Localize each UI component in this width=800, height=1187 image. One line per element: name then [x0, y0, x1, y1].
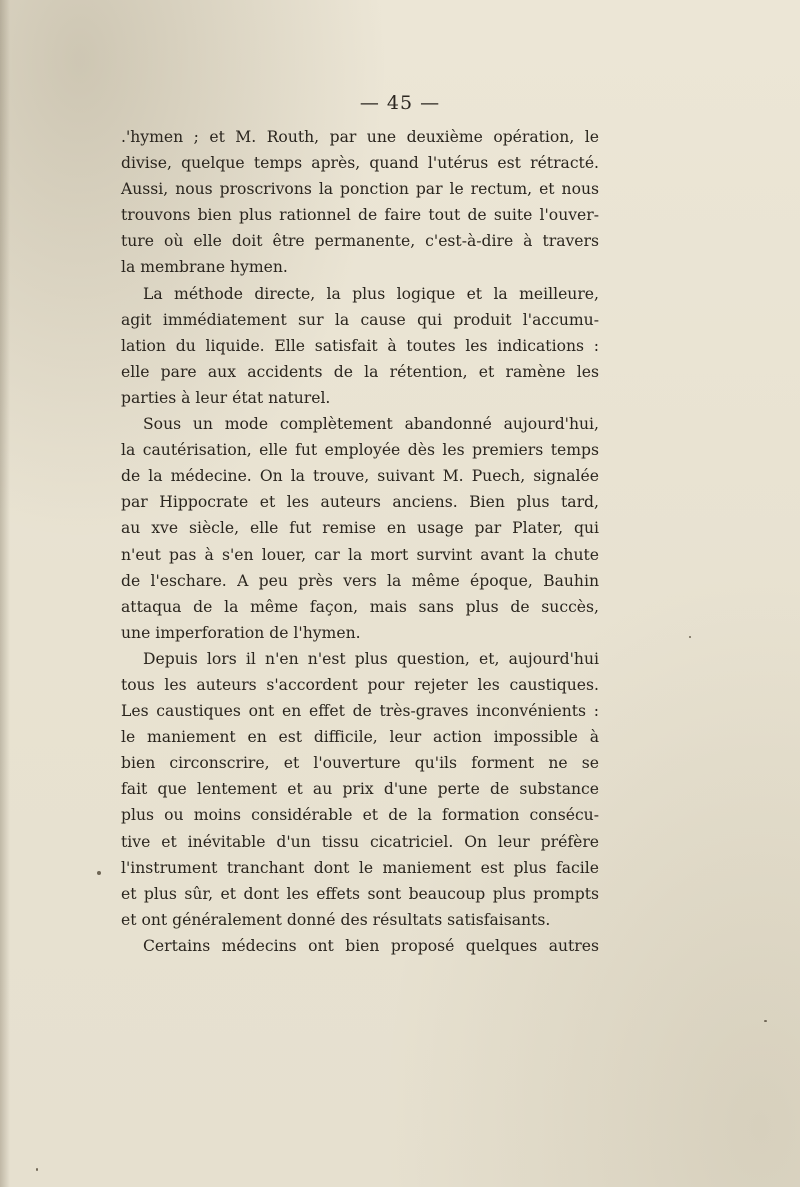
text-line: ture où elle doit être permanente, c'est-à-dire à travers	[121, 232, 599, 251]
text-line: et ont généralement donné des résultats satisfaisants.	[121, 910, 551, 929]
text-line: Depuis lors il n'en n'est plus question, et, aujourd'hui	[143, 649, 599, 668]
paper-speck	[689, 636, 691, 638]
text-line: l'instrument tranchant dont le maniement est plus facile	[121, 858, 599, 877]
text-line: Certains médecins ont bien proposé quelques autres	[143, 936, 599, 955]
text-line: fait que lentement et au prix d'une perte de substance	[121, 780, 599, 799]
text-line: Sous un mode complètement abandonné aujourd'hui,	[143, 415, 599, 434]
text-line: bien circonscrire, et l'ouverture qu'ils forment ne se	[121, 754, 599, 773]
text-line: parties à leur état naturel.	[121, 388, 331, 407]
text-line: trouvons bien plus rationnel de faire tout de suite l'ouver-	[121, 206, 599, 225]
body-text	[121, 124, 599, 959]
text-line: de l'eschare. A peu près vers la même époque, Bauhin	[121, 571, 599, 590]
text-line: plus ou moins considérable et de la formation consécu-	[121, 806, 599, 825]
page-number: — 45 —	[359, 92, 441, 114]
text-line: n'eut pas à s'en louer, car la mort survint avant la chute	[121, 545, 599, 564]
text-line: Aussi, nous proscrivons la ponction par le rectum, et nous	[121, 180, 599, 199]
text-line: et plus sûr, et dont les effets sont beaucoup plus prompts	[121, 884, 599, 903]
text-line: tous les auteurs s'accordent pour rejeter les caustiques.	[121, 675, 599, 694]
text-line: lation du liquide. Elle satisfait à toutes les indications :	[121, 336, 599, 355]
text-line: la cautérisation, elle fut employée dès les premiers temps	[121, 441, 599, 460]
text-line: divise, quelque temps après, quand l'utérus est rétracté.	[121, 154, 599, 173]
text-line: Les caustiques ont en effet de très-graves inconvénients :	[121, 702, 599, 721]
text-line: une imperforation de l'hymen.	[121, 623, 361, 642]
text-line: La méthode directe, la plus logique et la meilleure,	[143, 284, 599, 303]
paper-speck	[97, 871, 101, 875]
text-line: au xve siècle, elle fut remise en usage par Plater, qui	[121, 519, 599, 538]
text-line: le maniement en est difficile, leur action impossible à	[121, 728, 599, 747]
page-shadow-edge	[0, 0, 10, 1187]
text-line: agit immédiatement sur la cause qui produit l'accumu-	[121, 310, 599, 329]
text-line: tive et inévitable d'un tissu cicatriciel. On leur préfère	[121, 832, 599, 851]
text-line: par Hippocrate et les auteurs anciens. Bien plus tard,	[121, 493, 599, 512]
text-line: la membrane hymen.	[121, 258, 288, 277]
paper-speck	[764, 1020, 767, 1022]
text-line: de la médecine. On la trouve, suivant M. Puech, signalée	[121, 467, 599, 486]
text-line: elle pare aux accidents de la rétention, et ramène les	[121, 362, 599, 381]
paper-speck	[36, 1168, 38, 1171]
text-line: .'hymen ; et M. Routh, par une deuxième opération, le	[121, 128, 599, 146]
text-line: attaqua de la même façon, mais sans plus de succès,	[121, 597, 599, 616]
